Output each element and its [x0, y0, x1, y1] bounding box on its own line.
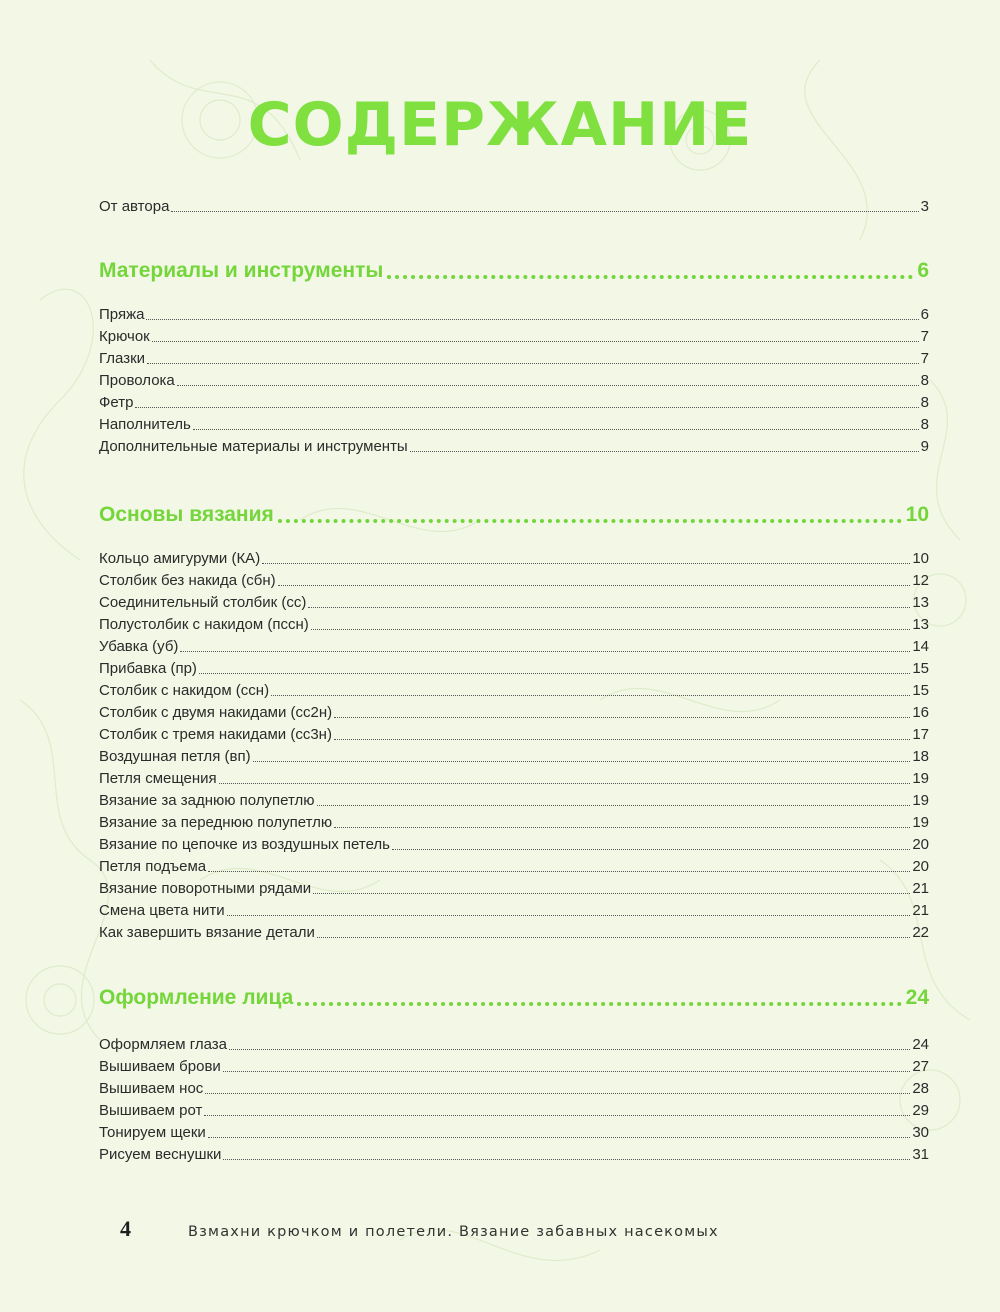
- toc-entry-label: Как завершить вязание детали: [99, 924, 315, 941]
- toc-entry-label: Вязание поворотными рядами: [99, 880, 312, 897]
- toc-entry-label: Петля подъема: [99, 858, 207, 875]
- toc-entry-page: 29: [912, 1102, 929, 1119]
- toc-entry-label: Крючок: [99, 328, 150, 345]
- leader-dots: [313, 892, 910, 894]
- toc-entry-label: Соединительный столбик (сс): [99, 594, 307, 611]
- toc-entry-page: 8: [920, 416, 929, 433]
- leader-dots: [219, 782, 911, 784]
- toc-entry-label: Прибавка (пр): [99, 660, 197, 677]
- toc-entry-label: Оформляем глаза: [99, 1036, 227, 1053]
- toc-entry-page: 10: [912, 550, 929, 567]
- toc-entry[interactable]: [99, 702, 929, 724]
- toc-entry-label: Вязание по цепочке из воздушных петель: [99, 836, 390, 853]
- toc-entry[interactable]: [99, 348, 929, 370]
- leader-dots: [180, 650, 910, 652]
- toc-entry-label: Вышиваем брови: [99, 1058, 221, 1075]
- toc-entry-page: 21: [912, 880, 929, 897]
- toc-entry[interactable]: [99, 196, 929, 218]
- toc-entry[interactable]: [99, 570, 929, 592]
- toc-entry[interactable]: [99, 922, 929, 944]
- leader-dots: [204, 1114, 910, 1116]
- leader-dots: [223, 1070, 911, 1072]
- toc-entry[interactable]: [99, 614, 929, 636]
- toc-entry-label: Рисуем веснушки: [99, 1146, 222, 1163]
- toc-entry-page: 24: [912, 1036, 929, 1053]
- toc-entry[interactable]: [99, 1078, 929, 1100]
- toc-entry-label: Вязание за заднюю полупетлю: [99, 792, 315, 809]
- leader-dots: [193, 428, 919, 430]
- leader-dots: [278, 519, 902, 523]
- toc-entry-page: 7: [920, 328, 929, 345]
- toc-entry-label: Фетр: [99, 394, 134, 411]
- toc-entry[interactable]: [99, 724, 929, 746]
- toc-entry-label: Кольцо амигуруми (КА): [99, 550, 261, 567]
- toc-entry[interactable]: [99, 414, 929, 436]
- leader-dots: [229, 1048, 910, 1050]
- toc-entry-label: Полустолбик с накидом (пссн): [99, 616, 309, 633]
- toc-entry-label: Вышиваем нос: [99, 1080, 204, 1097]
- toc-section-basics: [99, 500, 929, 530]
- leader-dots: [334, 826, 910, 828]
- toc-section-label: Материалы и инструменты: [99, 259, 384, 282]
- toc-entry[interactable]: [99, 548, 929, 570]
- leader-dots: [171, 210, 918, 212]
- toc-section-label: Оформление лица: [99, 986, 294, 1009]
- toc-entry-label: Вязание за переднюю полупетлю: [99, 814, 333, 831]
- leader-dots: [147, 362, 919, 364]
- toc-entry-label: Глазки: [99, 350, 146, 367]
- leader-dots: [387, 275, 913, 279]
- leader-dots: [317, 936, 910, 938]
- toc-list-materials: [99, 304, 929, 458]
- toc-entry[interactable]: [99, 370, 929, 392]
- toc-section-heading[interactable]: [99, 500, 929, 530]
- toc-entry-page: 14: [912, 638, 929, 655]
- toc-entry-page: 13: [912, 616, 929, 633]
- toc-entry-page: 6: [920, 306, 929, 323]
- toc-entry[interactable]: [99, 746, 929, 768]
- toc-entry[interactable]: [99, 304, 929, 326]
- leader-dots: [205, 1092, 910, 1094]
- toc-entry-page: 15: [912, 682, 929, 699]
- toc-entry[interactable]: [99, 900, 929, 922]
- toc-entry-page: 31: [912, 1146, 929, 1163]
- leader-dots: [152, 340, 919, 342]
- toc-entry[interactable]: [99, 636, 929, 658]
- toc-entry-label: Воздушная петля (вп): [99, 748, 251, 765]
- toc-entry-label: Столбик с накидом (ссн): [99, 682, 270, 699]
- page-title: СОДЕРЖАНИЕ: [247, 90, 753, 160]
- toc-section-label: Основы вязания: [99, 503, 274, 526]
- leader-dots: [253, 760, 911, 762]
- toc-entry-page: 7: [920, 350, 929, 367]
- toc-entry-page: 20: [912, 858, 929, 875]
- toc-entry-page: 30: [912, 1124, 929, 1141]
- toc-entry-page: 21: [912, 902, 929, 919]
- toc-entry-page: 27: [912, 1058, 929, 1075]
- leader-dots: [146, 318, 918, 320]
- toc-entry-page: 16: [912, 704, 929, 721]
- toc-entry-page: 3: [920, 198, 929, 215]
- toc-entry[interactable]: [99, 790, 929, 812]
- toc-entry-label: Петля смещения: [99, 770, 217, 787]
- toc-entry[interactable]: [99, 658, 929, 680]
- toc-entry[interactable]: [99, 768, 929, 790]
- leader-dots: [177, 384, 919, 386]
- toc-entry-page: 19: [912, 770, 929, 787]
- toc-entry-label: Пряжа: [99, 306, 145, 323]
- leader-dots: [308, 606, 910, 608]
- toc-entry[interactable]: [99, 1034, 929, 1056]
- leader-dots: [334, 716, 910, 718]
- toc-entry-label: От автора: [99, 198, 170, 215]
- toc-intro: [99, 196, 929, 218]
- toc-entry[interactable]: [99, 326, 929, 348]
- toc-list-face: [99, 1034, 929, 1166]
- toc-section-page: 10: [905, 503, 929, 526]
- toc-section-materials: [99, 256, 929, 286]
- toc-section-page: 6: [917, 259, 929, 282]
- toc-entry-page: 17: [912, 726, 929, 743]
- toc-entry-page: 22: [912, 924, 929, 941]
- leader-dots: [334, 738, 910, 740]
- toc-list-basics: [99, 548, 929, 944]
- toc-entry[interactable]: [99, 1056, 929, 1078]
- toc-entry[interactable]: [99, 1122, 929, 1144]
- toc-entry-page: 12: [912, 572, 929, 589]
- toc-entry-label: Вышиваем рот: [99, 1102, 203, 1119]
- toc-entry[interactable]: [99, 878, 929, 900]
- toc-entry-page: 18: [912, 748, 929, 765]
- toc-entry-label: Проволока: [99, 372, 175, 389]
- toc-section-page: 24: [905, 986, 929, 1009]
- toc-entry-page: 19: [912, 814, 929, 831]
- leader-dots: [223, 1158, 910, 1160]
- toc-entry-page: 13: [912, 594, 929, 611]
- toc-entry-label: Тонируем щеки: [99, 1124, 206, 1141]
- toc-entry[interactable]: [99, 834, 929, 856]
- toc-entry-label: Убавка (уб): [99, 638, 179, 655]
- toc-entry-page: 28: [912, 1080, 929, 1097]
- toc-entry[interactable]: [99, 1100, 929, 1122]
- footer-book-title: Взмахни крючком и полетели. Вязание забавных насекомых: [188, 1224, 719, 1240]
- leader-dots: [317, 804, 911, 806]
- leader-dots: [410, 450, 919, 452]
- toc-entry[interactable]: [99, 392, 929, 414]
- toc-section-heading[interactable]: [99, 983, 929, 1013]
- leader-dots: [227, 914, 911, 916]
- toc-entry-label: Дополнительные материалы и инструменты: [99, 438, 408, 455]
- toc-entry[interactable]: [99, 812, 929, 834]
- toc-entry-page: 15: [912, 660, 929, 677]
- toc-entry-page: 8: [920, 372, 929, 389]
- toc-section-heading[interactable]: [99, 256, 929, 286]
- toc-entry-label: Наполнитель: [99, 416, 191, 433]
- toc-entry-label: Столбик без накида (сбн): [99, 572, 276, 589]
- leader-dots: [135, 406, 918, 408]
- toc-section-face: [99, 983, 929, 1013]
- leader-dots: [208, 1136, 911, 1138]
- toc-entry[interactable]: [99, 1144, 929, 1166]
- toc-entry[interactable]: [99, 680, 929, 702]
- toc-entry-label: Столбик с тремя накидами (сс3н): [99, 726, 332, 743]
- leader-dots: [311, 628, 911, 630]
- leader-dots: [297, 1002, 901, 1006]
- leader-dots: [271, 694, 910, 696]
- toc-entry-page: 20: [912, 836, 929, 853]
- leader-dots: [278, 584, 911, 586]
- toc-entry[interactable]: [99, 592, 929, 614]
- toc-entry-page: 19: [912, 792, 929, 809]
- toc-entry-page: 8: [920, 394, 929, 411]
- toc-entry-page: 9: [920, 438, 929, 455]
- toc-entry-label: Смена цвета нити: [99, 902, 225, 919]
- leader-dots: [208, 870, 910, 872]
- leader-dots: [392, 848, 910, 850]
- leader-dots: [262, 562, 910, 564]
- toc-entry[interactable]: [99, 436, 929, 458]
- footer-page-number: 4: [120, 1216, 131, 1241]
- toc-entry-label: Столбик с двумя накидами (сс2н): [99, 704, 333, 721]
- toc-entry[interactable]: [99, 856, 929, 878]
- leader-dots: [199, 672, 910, 674]
